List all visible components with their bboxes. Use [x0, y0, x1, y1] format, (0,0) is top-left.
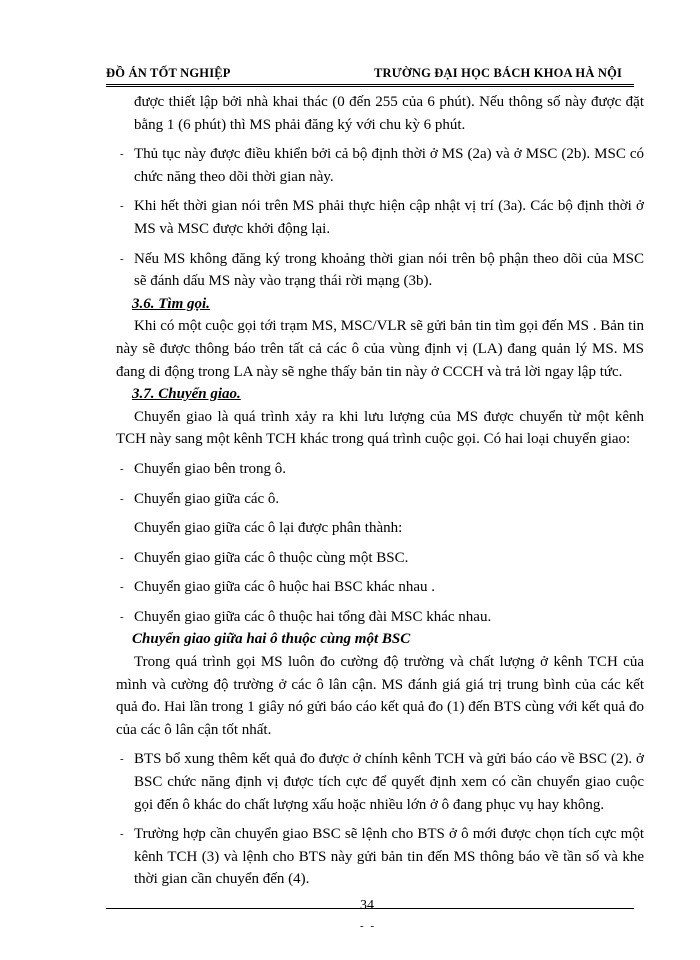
- header-rule: [106, 84, 634, 87]
- dash-icon: -: [120, 828, 124, 841]
- subsection-heading-intra-bsc: Chuyển giao giữa hai ô thuộc cùng một BSC: [132, 631, 411, 648]
- bullet-text: Trường hợp cần chuyển giao BSC sẽ lệnh cho BTS ở ô mới được chọn tích cực một kênh TCH (3) và lệnh cho BTS này gửi bản tin đến MS thông báo về tần số và khe thời gian cần chuyển đến (4).: [134, 826, 644, 888]
- bullet-text: Chuyển giao giữa các ô thuộc cùng một BSC.: [134, 549, 409, 566]
- bullet-text: Chuyển giao giữa các ô.: [134, 490, 280, 507]
- bullet-item: [116, 576, 644, 599]
- dash-icon: -: [120, 610, 124, 623]
- dash-icon: -: [120, 200, 124, 213]
- bullet-item: [116, 748, 644, 816]
- bullet-item: [116, 606, 644, 629]
- dash-icon: -: [120, 252, 124, 265]
- footer-dots: - -: [360, 920, 377, 932]
- bullet-text: Chuyển giao bên trong ô.: [134, 460, 287, 477]
- paragraph-handover-intro: Chuyển giao là quá trình xảy ra khi lưu lượng của MS được chuyển từ một kênh TCH này sang một kênh TCH khác trong quá trình cuộc gọi. Có hai loại chuyển giao:: [116, 408, 644, 448]
- paragraph-measurement: Trong quá trình gọi MS luôn đo cường độ trường và chất lượng ở kênh TCH của mình và cường độ trường ở các ô lân cận. MS đánh giá giá trị trung bình của các kết quả đo. Hai lần trong 1 giây nó gửi báo cáo kết quả đo (1) đến BTS cùng với kết quả đo của các ô lân cận tốt nhất.: [116, 654, 644, 738]
- dash-icon: -: [120, 551, 124, 564]
- header-left-title: ĐỒ ÁN TỐT NGHIỆP: [106, 66, 231, 80]
- section-heading-paging: 3.6. Tìm gọi.: [132, 295, 210, 312]
- bullet-text: Thủ tục này được điều khiển bởi cả bộ định thời ở MS (2a) và ở MSC (2b). MSC có chức năng theo dõi thời gian này.: [134, 146, 644, 185]
- page-number: 34: [360, 898, 374, 913]
- bullet-text: Nếu MS không đăng ký trong khoảng thời gian nói trên bộ phận theo dõi của MSC sẽ đánh dấu MS này vào trạng thái rời mạng (3b).: [134, 250, 644, 290]
- dash-icon: -: [120, 492, 124, 505]
- bullet-text: Khi hết thời gian nói trên MS phải thực hiện cập nhật vị trí (3a). Các bộ định thời ở MS và MSC được khởi động lại.: [134, 198, 644, 237]
- bullet-text: Chuyển giao giữa các ô huộc hai BSC khác nhau .: [134, 579, 435, 596]
- section-heading-handover: 3.7. Chuyển giao.: [132, 386, 241, 403]
- dash-icon: -: [120, 462, 124, 475]
- paragraph-registration-period: được thiết lập bởi nhà khai thác (0 đến 255 của 6 phút). Nếu thông số này được đặt bằng 1 (6 phút) thì MS phải đăng ký với chu kỳ 6 phút.: [134, 94, 644, 133]
- paragraph-handover-types: Chuyển giao giữa các ô lại được phân thành:: [134, 520, 403, 537]
- paragraph-paging: Khi có một cuộc gọi tới trạm MS, MSC/VLR sẽ gửi bản tin tìm gọi đến MS . Bản tin này sẽ được thông báo trên tất cả các ô của vùng định vị (LA) đang quản lý MS. MS đang di động trong LA này sẽ nghe thấy bản tin này ở CCCH và trả lời ngay lập tức.: [116, 318, 644, 380]
- bullet-item: [116, 823, 644, 891]
- bullet-item: [116, 488, 644, 511]
- page-header: [106, 66, 630, 84]
- bullet-item: [116, 547, 644, 570]
- bullet-text: Chuyển giao giữa các ô thuộc hai tổng đài MSC khác nhau.: [134, 608, 492, 625]
- dash-icon: -: [120, 581, 124, 594]
- bullet-item: [116, 143, 644, 188]
- page-body: [116, 91, 644, 891]
- bullet-item: [116, 195, 644, 240]
- bullet-item: [116, 248, 644, 293]
- dash-icon: -: [120, 753, 124, 766]
- dash-icon: -: [120, 148, 124, 161]
- header-right-title: TRƯỜNG ĐẠI HỌC BÁCH KHOA HÀ NỘI: [374, 66, 623, 80]
- bullet-text: BTS bổ xung thêm kết quả đo được ở chính kênh TCH và gửi báo cáo về BSC (2). ở BSC chức năng định vị được tích cực để quyết định xem có cần chuyển giao cuộc gọi đến ô khác do chất lượng xấu hoặc nhiều lớn ở ô đang phục vụ hay không.: [134, 751, 644, 813]
- bullet-item: [116, 458, 644, 481]
